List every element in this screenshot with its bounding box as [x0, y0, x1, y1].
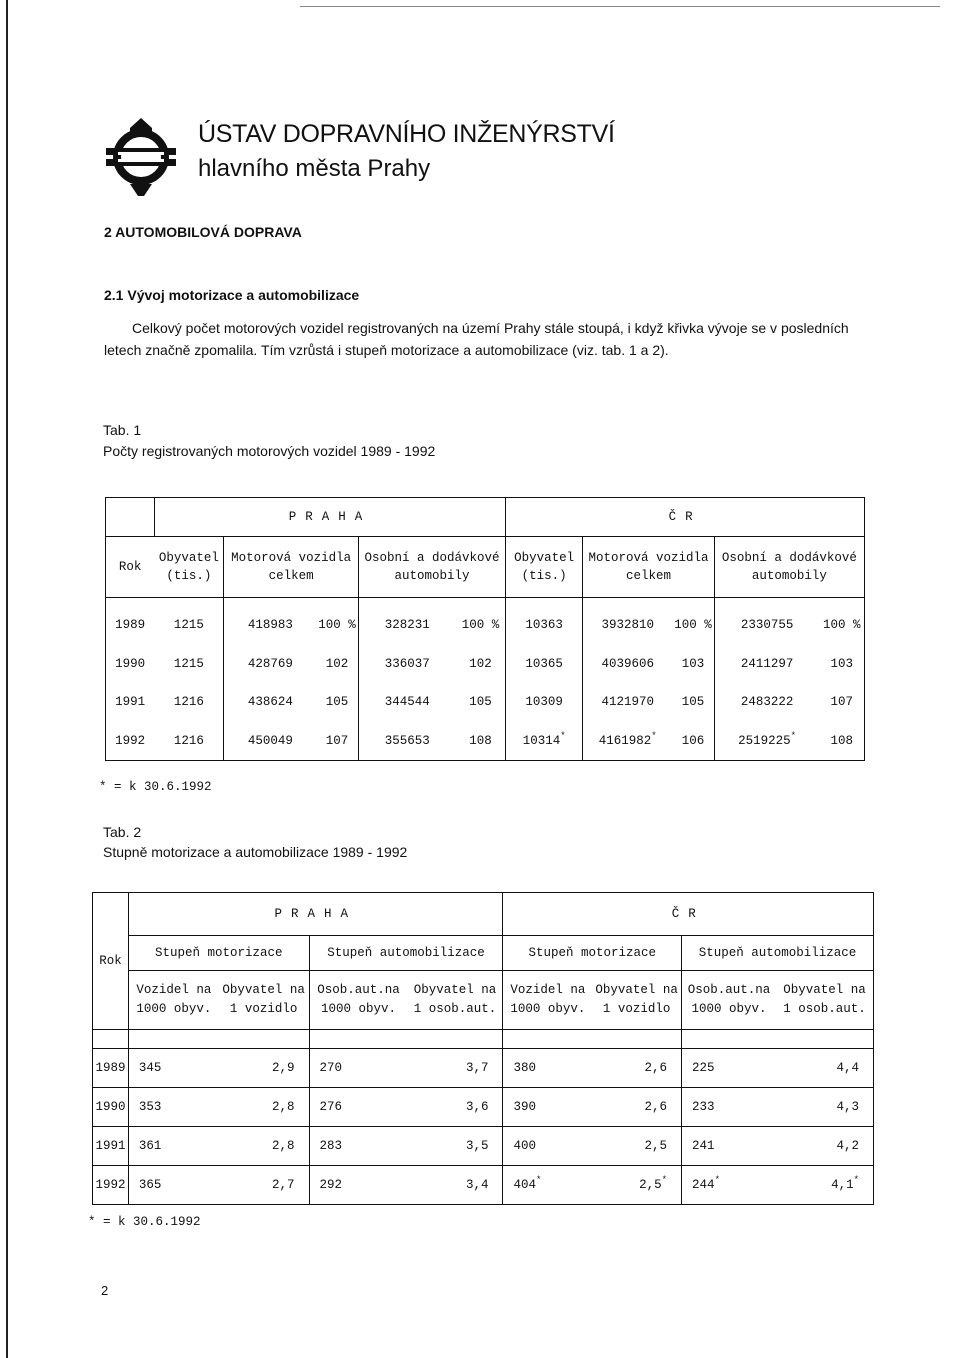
page-number: 2: [101, 1283, 109, 1298]
table2-group-header-row: [93, 893, 874, 936]
table1-cell: 1216: [173, 733, 204, 748]
table2-col-vozidel: Vozidel na 1000 obyv.: [503, 971, 592, 1030]
table2-cr-motorizace: Stupeň motorizace: [503, 936, 682, 971]
table1-cell: 4161982*: [583, 722, 672, 761]
scan-edge-top: [300, 6, 940, 7]
chapter-title: 2 AUTOMOBILOVÁ DOPRAVA: [104, 224, 302, 240]
table2-cell: 3,5: [408, 1127, 503, 1166]
table1-cell-rok: 1992: [115, 733, 146, 748]
table1-cell: 418983: [224, 598, 316, 645]
table1-cell: 4039606: [583, 645, 672, 684]
table2-cell: 225: [682, 1049, 776, 1088]
table-row: [93, 1127, 874, 1166]
table2-label: Tab. 2: [103, 824, 142, 840]
table2-cell: 2,6: [592, 1088, 681, 1127]
institution-subtitle: hlavního města Prahy: [198, 155, 431, 182]
institution-name: ÚSTAV DOPRAVNÍHO INŽENÝRSTVÍ: [198, 120, 615, 148]
table1-cell: 108: [469, 733, 492, 748]
table2-cell-rok: 1990: [93, 1088, 129, 1127]
table2-cell: 4,3: [776, 1088, 874, 1127]
table1-cell: 344544: [358, 683, 456, 722]
table1-cell: 450049: [224, 722, 316, 761]
table1-column-header-row: [106, 537, 865, 598]
table1-cell: 102: [469, 656, 492, 671]
table1-cell: 103: [681, 656, 705, 671]
table1-cell: 100 %: [461, 618, 500, 633]
table2-praha-motorizace: Stupeň motorizace: [128, 936, 309, 971]
table2-cell: 3,7: [408, 1049, 503, 1088]
table1-col-cr-osobni: Osobní a dodávkové automobily: [714, 537, 864, 598]
table1-group-header-row: [106, 498, 865, 537]
table1-cell: 102: [325, 656, 349, 671]
table2-cell: 2,5: [592, 1127, 681, 1166]
table1-cell: 10365: [506, 645, 583, 684]
table2-group-praha: PRAHA: [128, 893, 503, 936]
table1-col-rok: Rok: [106, 537, 155, 598]
table2-cell-rok: 1989: [93, 1049, 129, 1088]
table2-cell: 3,4: [408, 1166, 503, 1205]
table2-col-obyv-vozidlo: Obyvatel na 1 vozidlo: [219, 971, 309, 1030]
table1-cell: 336037: [358, 645, 456, 684]
table1-col-praha-obyvatel: Obyvatel (tis.): [154, 537, 224, 598]
table2-cell: 2,8: [219, 1127, 309, 1166]
table1-cell: 100 %: [674, 618, 712, 633]
table1-label: Tab. 1: [103, 422, 142, 438]
table2-col-obyv-osob: Obyvatel na 1 osob.aut.: [408, 971, 503, 1030]
table2-cell: 244*: [682, 1166, 776, 1205]
table2-spacer-row: [93, 1030, 874, 1049]
table2-col-osobaut: Osob.aut.na 1000 obyv.: [682, 971, 776, 1030]
table2-cell: 2,6: [592, 1049, 681, 1088]
table1-corner: [106, 498, 155, 537]
scan-edge-left: [6, 0, 8, 1358]
table1-cell-rok: 1989: [115, 618, 146, 633]
table-row: [93, 1049, 874, 1088]
table2-cell: 345: [128, 1049, 218, 1088]
table2-col-obyv-osob: Obyvatel na 1 osob.aut.: [776, 971, 874, 1030]
table-row: [106, 683, 865, 722]
table1-cell: 105: [681, 695, 705, 710]
table2: [92, 892, 874, 1205]
table2-praha-automobilizace: Stupeň automobilizace: [309, 936, 503, 971]
table-row: [93, 1088, 874, 1127]
table1-cell: 328231: [358, 598, 456, 645]
table1-col-cr-obyvatel: Obyvatel (tis.): [506, 537, 583, 598]
table2-cell: 4,4: [776, 1049, 874, 1088]
table2-cell: 390: [503, 1088, 592, 1127]
table2-cell: 292: [309, 1166, 408, 1205]
table2-cell: 400: [503, 1127, 592, 1166]
table2-cell: 353: [128, 1088, 218, 1127]
table2-col-obyv-vozidlo: Obyvatel na 1 vozidlo: [592, 971, 681, 1030]
table1-cell: 2519225*: [714, 722, 819, 761]
intro-paragraph-text: Celkový počet motorových vozidel registrovaných na území Prahy stále stoupá, i když křivka vývoje se v posledních letech značně zpomalila. Tím vzrůstá i stupeň motorizace a automobilizace (viz. tab. 1 a 2).: [104, 320, 849, 358]
table2-cell: 3,6: [408, 1088, 503, 1127]
table1-cell: 4121970: [583, 683, 672, 722]
table2-cell-rok: 1991: [93, 1127, 129, 1166]
table2-cell: 276: [309, 1088, 408, 1127]
table1-cell: 10309: [506, 683, 583, 722]
table1: [105, 497, 865, 761]
table2-col-vozidel: Vozidel na 1000 obyv.: [128, 971, 218, 1030]
table1-cell: 428769: [224, 645, 316, 684]
table2-cell: 380: [503, 1049, 592, 1088]
table-row: [106, 722, 865, 761]
table1-cell: 105: [325, 695, 349, 710]
table2-cell: 241: [682, 1127, 776, 1166]
table1-caption: Počty registrovaných motorových vozidel 1989 - 1992: [103, 443, 436, 459]
table2-cell: 4,2: [776, 1127, 874, 1166]
table2-cell-rok: 1992: [93, 1166, 129, 1205]
table2-cell: 233: [682, 1088, 776, 1127]
table1-cell: 1215: [173, 618, 204, 633]
section-title: 2.1 Vývoj motorizace a automobilizace: [104, 287, 360, 303]
table1-cell: 2330755: [714, 598, 819, 645]
table2-cr-automobilizace: Stupeň automobilizace: [682, 936, 874, 971]
table1-cell: 10314*: [506, 722, 583, 761]
udi-praha-logo-icon: [104, 118, 178, 196]
table1-cell: 107: [325, 733, 349, 748]
intro-paragraph: [104, 317, 874, 361]
table1-cell: 100 %: [822, 618, 861, 633]
table1-cell: 107: [830, 695, 853, 710]
table1-group-cr: ČR: [506, 498, 865, 537]
table-row: [93, 1166, 874, 1205]
table2-cell: 2,9: [219, 1049, 309, 1088]
table2-cell: 404*: [503, 1166, 592, 1205]
table1-cell: 2411297: [714, 645, 819, 684]
table1-group-praha: PRAHA: [154, 498, 505, 537]
table-row: [106, 645, 865, 684]
table2-group-cr: ČR: [503, 893, 874, 936]
table1-cell: 106: [681, 733, 705, 748]
table1-cell: 355653: [358, 722, 456, 761]
table1-cell-rok: 1991: [115, 695, 146, 710]
table2-cell: 2,7: [219, 1166, 309, 1205]
table1-cell: 438624: [224, 683, 316, 722]
table1-cell: 3932810: [583, 598, 672, 645]
table1-cell: 105: [469, 695, 492, 710]
table1-col-praha-osobni: Osobní a dodávkové automobily: [358, 537, 505, 598]
table2-cell: 270: [309, 1049, 408, 1088]
table2-footnote: * = k 30.6.1992: [88, 1215, 201, 1229]
table1-cell: 2483222: [714, 683, 819, 722]
table2-cell: 4,1*: [776, 1166, 874, 1205]
table2-col-rok: Rok: [93, 893, 129, 1030]
table1-cell: 10363: [506, 598, 583, 645]
table2-cell: 365: [128, 1166, 218, 1205]
table1-cell: 1215: [173, 656, 204, 671]
table-row: [106, 598, 865, 645]
table1-cell: 1216: [173, 695, 204, 710]
table1-col-cr-motorova: Motorová vozidla celkem: [583, 537, 715, 598]
table2-subgroup-row: [93, 936, 874, 971]
table2-cell: 283: [309, 1127, 408, 1166]
table2-cell: 361: [128, 1127, 218, 1166]
table1-cell: 100 %: [318, 618, 356, 633]
table1-cell: 103: [830, 656, 853, 671]
table2-cell: 2,5*: [592, 1166, 681, 1205]
table1-footnote: * = k 30.6.1992: [99, 780, 212, 794]
table1-cell-rok: 1990: [115, 656, 146, 671]
table2-caption: Stupně motorizace a automobilizace 1989 - 1992: [103, 844, 408, 860]
table1-cell: 108: [830, 733, 853, 748]
table1-col-praha-motorova: Motorová vozidla celkem: [224, 537, 358, 598]
table2-column-header-row: [93, 971, 874, 1030]
table2-cell: 2,8: [219, 1088, 309, 1127]
table2-col-osobaut: Osob.aut.na 1000 obyv.: [309, 971, 408, 1030]
